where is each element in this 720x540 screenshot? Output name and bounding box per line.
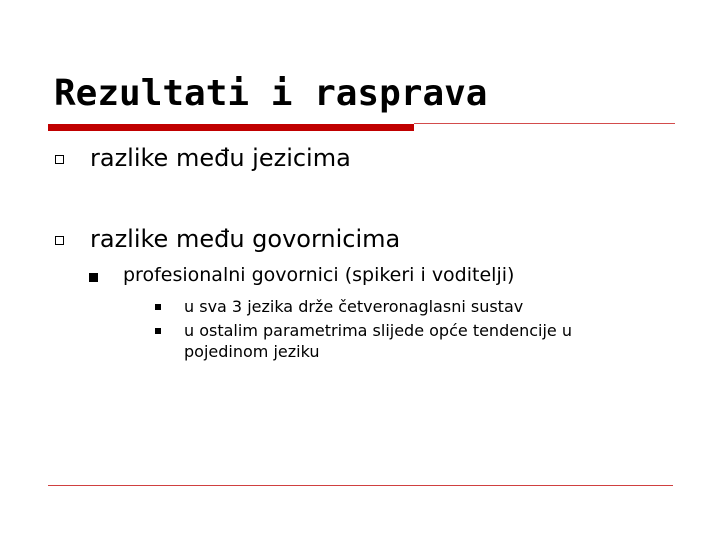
- small-square-bullet-icon: [155, 328, 161, 334]
- sub-sub-bullet-text: u sva 3 jezika drže četveronaglasni sustav: [184, 297, 524, 316]
- footer-rule-line: [48, 485, 673, 486]
- title-underline-bar: [48, 124, 414, 131]
- title-rule-line: [414, 123, 675, 124]
- bullet-text: razlike među govornicima: [90, 225, 401, 253]
- hollow-square-bullet-icon: [55, 155, 64, 164]
- filled-square-bullet-icon: [89, 273, 98, 282]
- small-square-bullet-icon: [155, 304, 161, 310]
- hollow-square-bullet-icon: [55, 236, 64, 245]
- bullet-text: razlike među jezicima: [90, 144, 351, 172]
- sub-sub-bullet-text: u ostalim parametrima slijede opće tendencije u pojedinom jeziku: [184, 321, 572, 361]
- sub-bullet-text: profesionalni govornici (spikeri i voditelji): [123, 264, 515, 286]
- slide-title: Rezultati i rasprava: [54, 73, 488, 114]
